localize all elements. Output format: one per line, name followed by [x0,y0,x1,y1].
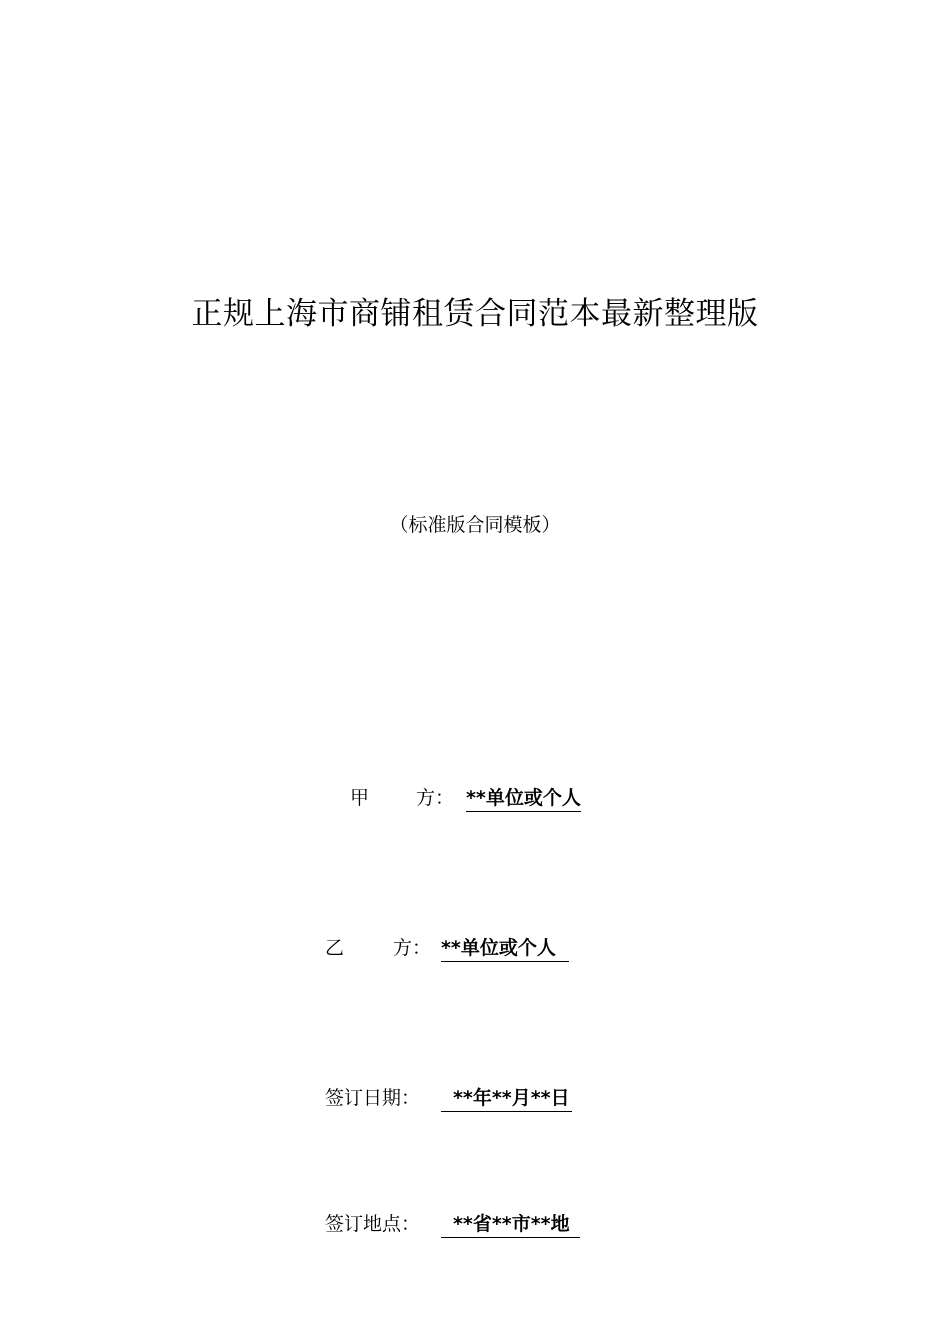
document-subtitle: （标准版合同模板） [389,514,561,536]
party-a-field [350,783,581,812]
document-title: 正规上海市商铺租赁合同范本最新整理版 [191,296,759,332]
party-a-label [350,783,466,810]
party-b-value: **单位或个人 [441,933,569,962]
sign-date-field [325,1083,572,1112]
sign-date-label: 签订日期： [325,1087,421,1109]
sign-place-value: **省**市**地 [441,1209,580,1238]
sign-date-value: **年**月**日 [441,1083,572,1112]
sign-place-field [325,1209,580,1238]
party-a-value: **单位或个人 [466,783,581,812]
party-b-label-suffix: 方： [393,937,432,959]
party-b-label-char: 乙 [325,937,345,959]
sign-place-label: 签订地点： [325,1213,421,1235]
party-b-field [325,933,569,962]
party-b-label [325,933,441,960]
party-a-label-suffix: 方： [416,787,455,809]
party-a-label-char: 甲 [350,787,370,809]
